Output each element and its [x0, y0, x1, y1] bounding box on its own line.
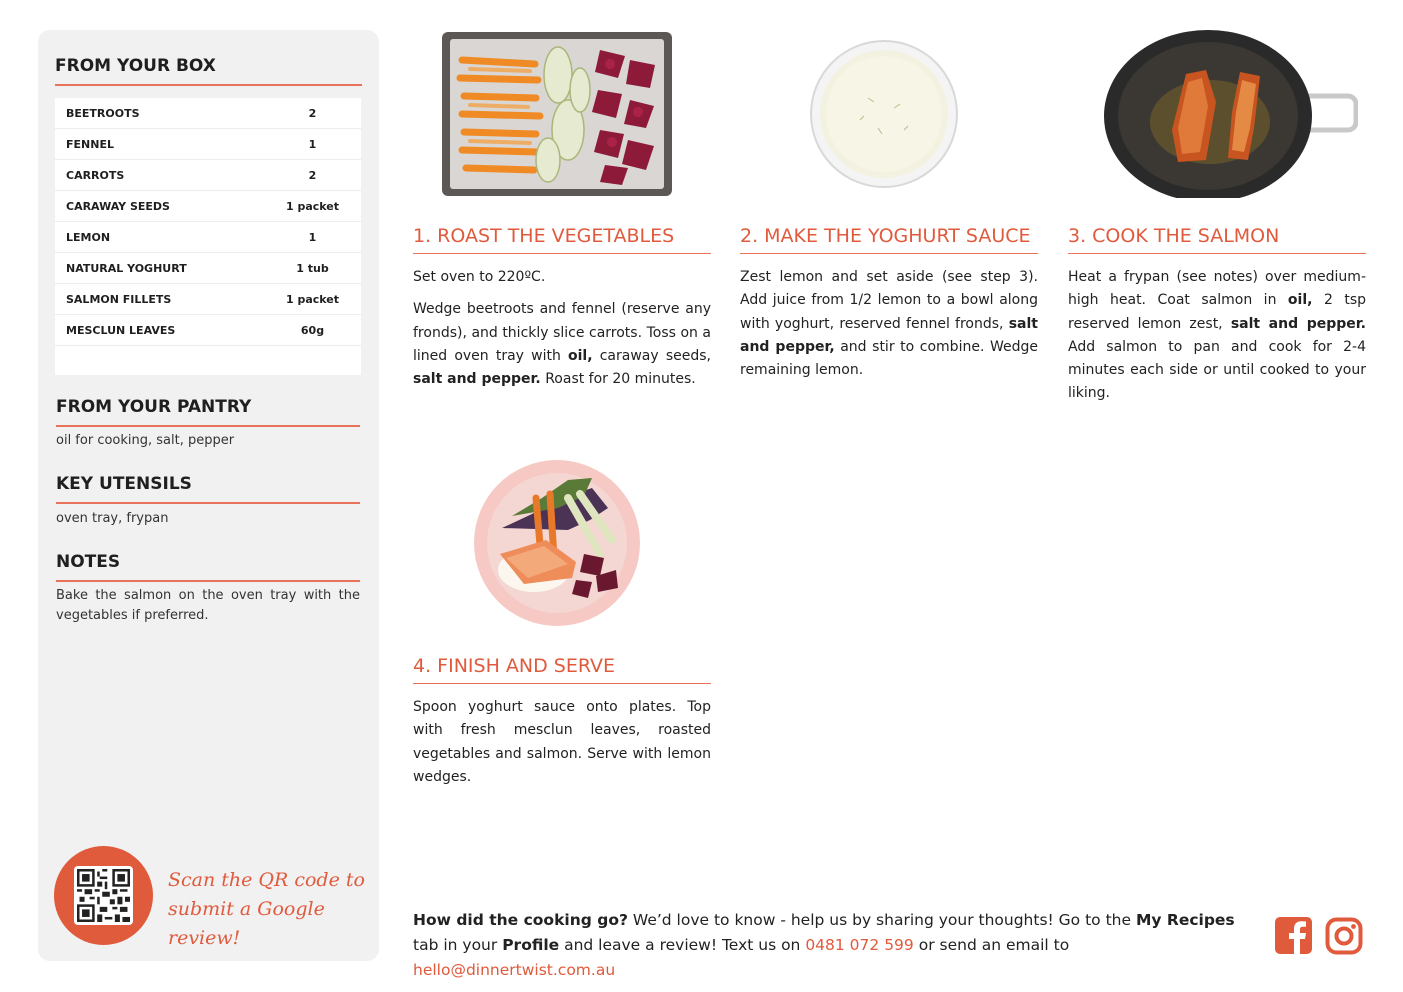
- step-text-segment: Wedge beetroots and fennel (reserve any fronds), and thickly slice carrots. Toss on a lined oven tray with: [413, 301, 711, 364]
- table-row: [55, 284, 361, 315]
- yoghurt-sauce-photo: [808, 38, 960, 190]
- ingredient-name: MESCLUN LEAVES: [66, 323, 176, 337]
- from-your-box-title: FROM YOUR BOX: [55, 56, 362, 86]
- footer-text: or send an email to: [913, 936, 1070, 954]
- ingredient-qty: 1 packet: [285, 292, 340, 306]
- step-1-body: [413, 266, 711, 400]
- step-4-body: [413, 696, 711, 798]
- ingredient-name: FENNEL: [66, 137, 114, 151]
- footer-text: tab in your: [413, 936, 503, 954]
- ingredient-name: LEMON: [66, 230, 111, 244]
- table-row: [55, 222, 361, 253]
- cook-salmon-photo: [1102, 30, 1358, 198]
- table-row: [55, 315, 361, 346]
- key-utensils-title: KEY UTENSILS: [56, 474, 360, 504]
- step-text-segment: and stir to combine. Wedge remaining lemon.: [740, 338, 1038, 379]
- phone-link[interactable]: 0481 072 599: [805, 936, 914, 954]
- utensils-text: oven tray, frypan: [56, 511, 169, 526]
- step-2-text: [740, 266, 1038, 382]
- qr-code[interactable]: [74, 866, 133, 925]
- ingredient-qty: 60g: [300, 323, 325, 337]
- step-text-bold: oil,: [568, 347, 593, 364]
- step-3-title: 3. COOK THE SALMON: [1068, 225, 1366, 254]
- step-3-body: [1068, 266, 1366, 415]
- qr-caption-line: Scan the QR code to: [168, 869, 365, 891]
- step-1-text: [413, 298, 711, 391]
- step-text-segment: 2 tsp reserved lemon zest,: [1068, 292, 1366, 332]
- table-row: [55, 98, 361, 129]
- feedback-footer: [413, 908, 1263, 983]
- ingredient-qty: 2: [308, 168, 317, 182]
- notes-title: NOTES: [56, 552, 360, 582]
- table-row: [55, 129, 361, 160]
- ingredient-qty: 1: [308, 137, 317, 151]
- ingredient-name: BEETROOTS: [66, 106, 140, 120]
- footer-text: and leave a review! Text us on: [559, 936, 806, 954]
- facebook-icon[interactable]: [1275, 917, 1312, 954]
- step-text-bold: salt and pepper,: [740, 315, 1038, 355]
- qr-caption: [168, 866, 368, 953]
- table-row: [55, 191, 361, 222]
- from-your-pantry-title: FROM YOUR PANTRY: [56, 397, 360, 427]
- step-text-segment: Zest lemon and set aside (see step 3). Add juice from 1/2 lemon to a bowl along with yoghurt, reserved fennel fronds,: [740, 269, 1038, 332]
- qr-caption-line: submit a Google review!: [168, 898, 325, 949]
- step-3-text: [1068, 266, 1366, 406]
- footer-profile: Profile: [502, 936, 560, 954]
- ingredient-name: CARAWAY SEEDS: [66, 199, 170, 213]
- qr-code-icon: [77, 869, 130, 922]
- step-text-bold: salt and pepper.: [1230, 315, 1366, 332]
- ingredients-sidebar: [38, 30, 379, 961]
- finished-dish-photo: [472, 458, 642, 628]
- step-1-title: 1. ROAST THE VEGETABLES: [413, 225, 711, 254]
- step-text-segment: caraway seeds,: [592, 347, 711, 364]
- ingredient-name: NATURAL YOGHURT: [66, 261, 187, 275]
- step-text-segment: Heat a frypan (see notes) over medium-high heat. Coat salmon in: [1068, 269, 1366, 309]
- step-2-body: [740, 266, 1038, 391]
- ingredient-name: SALMON FILLETS: [66, 292, 172, 306]
- qr-code-badge[interactable]: [54, 846, 153, 945]
- ingredient-name: CARROTS: [66, 168, 125, 182]
- instagram-icon[interactable]: [1325, 917, 1363, 955]
- step-4-title: 4. FINISH AND SERVE: [413, 655, 711, 684]
- email-link[interactable]: hello@dinnertwist.com.au: [413, 961, 616, 979]
- table-row: [55, 253, 361, 284]
- step-text-segment: Roast for 20 minutes.: [540, 371, 696, 388]
- footer-question: How did the cooking go?: [413, 911, 628, 929]
- notes-text: Bake the salmon on the oven tray with the vegetables if preferred.: [56, 588, 360, 623]
- ingredient-qty: 2: [308, 106, 317, 120]
- footer-my-recipes: My Recipes: [1135, 911, 1235, 929]
- footer-text: We’d love to know - help us by sharing your thoughts! Go to the: [627, 911, 1136, 929]
- pantry-text: oil for cooking, salt, pepper: [56, 433, 235, 448]
- ingredients-table: [55, 98, 361, 375]
- step-text-segment: Add salmon to pan and cook for 2-4 minutes each side or until cooked to your liking.: [1068, 338, 1366, 402]
- step-4-text: Spoon yoghurt sauce onto plates. Top with fresh mesclun leaves, roasted vegetables and salmon. Serve with lemon wedges.: [413, 699, 711, 785]
- step-2-title: 2. MAKE THE YOGHURT SAUCE: [740, 225, 1038, 254]
- table-row: [55, 160, 361, 191]
- step-text-bold: oil,: [1287, 292, 1313, 309]
- ingredient-qty: 1: [308, 230, 317, 244]
- roast-vegetables-photo: [440, 30, 674, 198]
- ingredient-qty: 1 packet: [285, 199, 340, 213]
- ingredient-qty: 1 tub: [296, 261, 329, 275]
- step-1-text: Set oven to 220ºC.: [413, 269, 546, 285]
- step-text-bold: salt and pepper.: [413, 371, 541, 388]
